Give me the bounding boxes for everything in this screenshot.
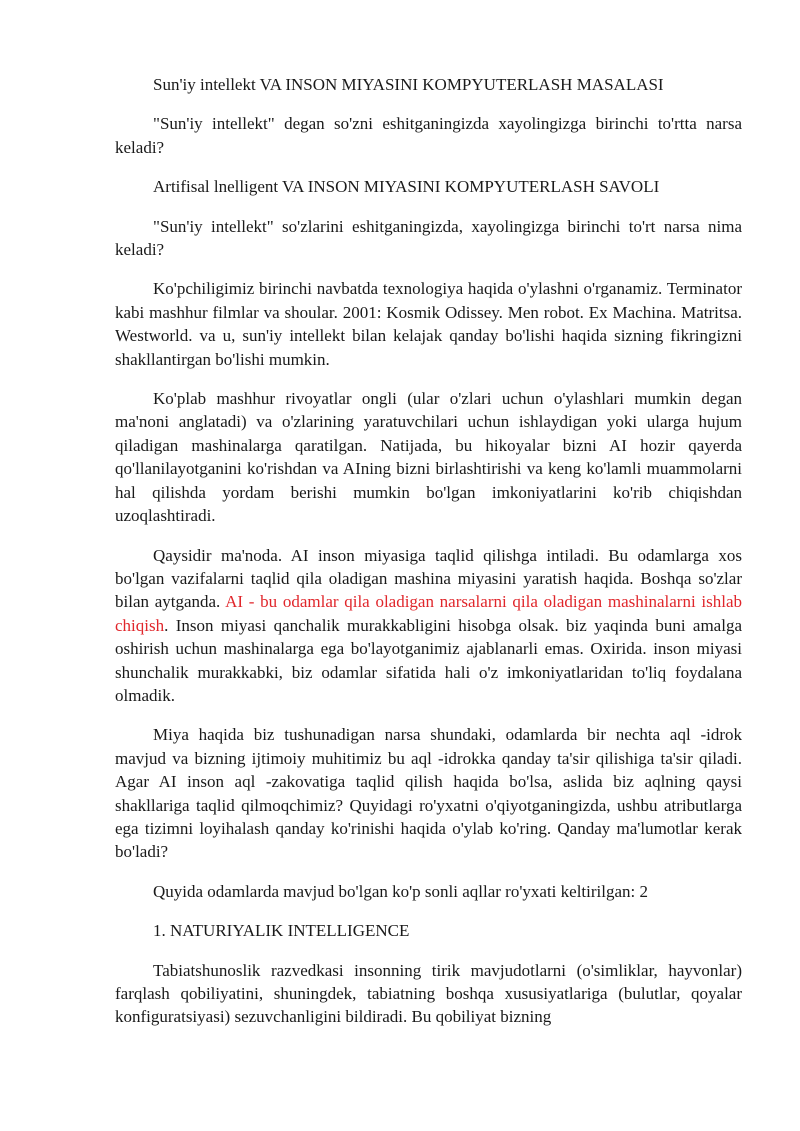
paragraph-with-highlight <box>115 544 742 708</box>
paragraph-text: Qaysidir ma'noda. AI inson miyasiga taqlid qilishga intiladi. Bu odamlarga xos bo'lgan vazifalarni taqlid qila oladigan mashina miyasini yaratish haqida. Boshqa so'zlar bilan aytganda. <box>115 545 742 612</box>
document-subtitle: Artifisal lnelligent VA INSON MIYASINI KOMPYUTERLASH SAVOLI <box>153 177 660 197</box>
paragraph: Ko'plab mashhur rivoyatlar ongli (ular o'zlari uchun o'ylashlari mumkin degan ma'noni anglatadi) va o'zlarining yaratuvchilari uchun ishlaydigan yoki ularga hujum qiladigan mashinalarga qaratilgan. Natijada, bu hikoyalar bizni AI hozir qayerda qo'llanilayotganini ko'rishdan va AIning bizni birlashtirishi va keng ko'lamli muammolarni hal qilishda yordam berishi mumkin bo'lgan imkoniyatlarini ko'rib chiqishdan uzoqlashtiradi. <box>115 389 742 526</box>
paragraph-text: . Inson miyasi qanchalik murakkabligini hisobga olsak. biz yaqinda buni amalga oshirish uchun mashinalarga ega bo'layotganimiz ajablanarli emas. Oxirida. inson miyasi shunchalik murakkabki, biz odamlar sifatida hali o'z imkoniyatlaridan to'liq foydalana olmadik. <box>115 615 742 705</box>
paragraph: Ko'pchiligimiz birinchi navbatda texnologiya haqida o'ylashni o'rganamiz. Terminator kabi mashhur filmlar va shoular. 2001: Kosmik Odissey. Men robot. Ex Machina. Matritsa. Westworld. va u, sun'iy intellekt bilan kelajak qanday bo'lishi haqida sizning fikringizni shakllantirgan bo'lishi mumkin. <box>115 279 742 369</box>
paragraph: Quyida odamlarda mavjud bo'lgan ko'p sonli aqllar ro'yxati keltirilgan: 2 <box>153 881 648 901</box>
section-heading: 1. NATURIYALIK INTELLIGENCE <box>153 921 410 941</box>
highlighted-definition: AI - bu odamlar qila oladigan narsalarni qila oladigan mashinalarni ishlab chiqish <box>115 592 742 635</box>
paragraph: Miya haqida biz tushunadigan narsa shundaki, odamlarda bir nechta aql -idrok mavjud va bizning ijtimoiy muhitimiz bu aql -idrokka qanday ta'sir qilishiga ta'sir qiladi. Agar AI inson aql -zakovatiga taqlid qilish haqida bo'lsa, aslida biz aqlning qaysi shakllariga taqlid qilmoqchimiz? Quyidagi ro'yxatni o'qiyotganingizda, ushbu atributlarga ega tizimni loyihalash qanday ko'rinishi haqida o'ylab ko'ring. Qanday ma'lumotlar kerak bo'ladi? <box>115 725 742 862</box>
paragraph: "Sun'iy intellekt" degan so'zni eshitganingizda xayolingizga birinchi to'rtta narsa keladi? <box>115 114 742 157</box>
paragraph: Tabiatshunoslik razvedkasi insonning tirik mavjudotlarni (o'simliklar, hayvonlar) farqlash qobiliyatini, shuningdek, tabiatning boshqa xususiyatlariga (bulutlar, qoyalar konfiguratsiyasi) sezuvchanligini bildiradi. Bu qobiliyat bizning <box>115 960 742 1027</box>
document-page <box>115 73 742 1045</box>
paragraph: "Sun'iy intellekt" so'zlarini eshitganingizda, xayolingizga birinchi to'rt narsa nima keladi? <box>115 216 742 260</box>
document-title: Sun'iy intellekt VA INSON MIYASINI KOMPYUTERLASH MASALASI <box>153 75 664 94</box>
